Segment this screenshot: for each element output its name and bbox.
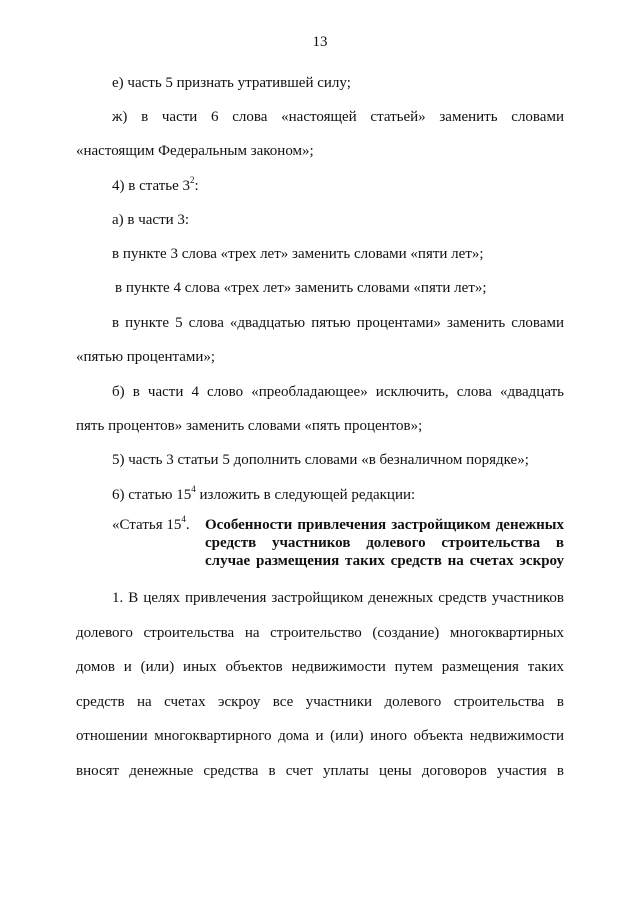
item-a: а) в части 3: xyxy=(112,212,190,228)
article-number-period: . xyxy=(185,517,190,533)
article-title-line-3: случае размещения таких средств на счетах эскроу xyxy=(205,553,564,569)
item-6-superscript: 4 xyxy=(191,484,196,494)
body-line-5: отношении многоквартирного дома и (или) иного объекта недвижимости xyxy=(76,728,564,744)
body-line-4: средств на счетах эскроу все участники долевого строительства в xyxy=(76,694,564,710)
item-zh-line-2: «настоящим Федеральным законом»; xyxy=(76,143,314,159)
article-title-line-1: Особенности привлечения застройщиком денежных xyxy=(205,517,564,533)
item-point-5-line-2: «пятью процентами»; xyxy=(76,349,216,365)
item-b-line-1: б) в части 4 слово «преобладающее» исключить, слова «двадцать xyxy=(112,384,564,400)
item-4-colon: : xyxy=(194,178,199,194)
item-4-superscript: 2 xyxy=(190,175,195,185)
body-line-6: вносят денежные средства в счет уплаты цены договоров участия в xyxy=(76,763,564,779)
item-6 xyxy=(112,486,415,504)
article-number xyxy=(112,516,190,534)
page-number: 13 xyxy=(312,34,328,50)
item-b-line-2: пять процентов» заменить словами «пять процентов»; xyxy=(76,418,423,434)
article-title xyxy=(205,516,564,570)
article-title-line-2: средств участников долевого строительства в xyxy=(205,535,564,551)
item-4-text: 4) в статье 3 xyxy=(112,178,191,194)
item-4 xyxy=(112,177,199,195)
item-6-rest: изложить в следующей редакции: xyxy=(195,487,416,503)
body-line-2: долевого строительства на строительство (создание) многоквартирных xyxy=(76,625,564,641)
item-point-4: в пункте 4 слова «трех лет» заменить словами «пяти лет»; xyxy=(115,280,487,296)
body-line-3: домов и (или) иных объектов недвижимости путем размещения таких xyxy=(76,659,564,675)
item-point-5-line-1: в пункте 5 слова «двадцатью пятью процентами» заменить словами xyxy=(112,315,564,331)
item-6-text: 6) статью 15 xyxy=(112,487,192,503)
item-5: 5) часть 3 статьи 5 дополнить словами «в безналичном порядке»; xyxy=(112,452,529,468)
body-line-1: 1. В целях привлечения застройщиком денежных средств участников xyxy=(112,590,564,606)
article-number-text: «Статья 15 xyxy=(112,517,182,533)
article-number-superscript: 4 xyxy=(181,514,186,524)
item-zh-line-1: ж) в части 6 слова «настоящей статьей» заменить словами xyxy=(112,109,564,125)
item-point-3: в пункте 3 слова «трех лет» заменить словами «пяти лет»; xyxy=(112,246,484,262)
item-e: е) часть 5 признать утратившей силу; xyxy=(112,75,351,91)
